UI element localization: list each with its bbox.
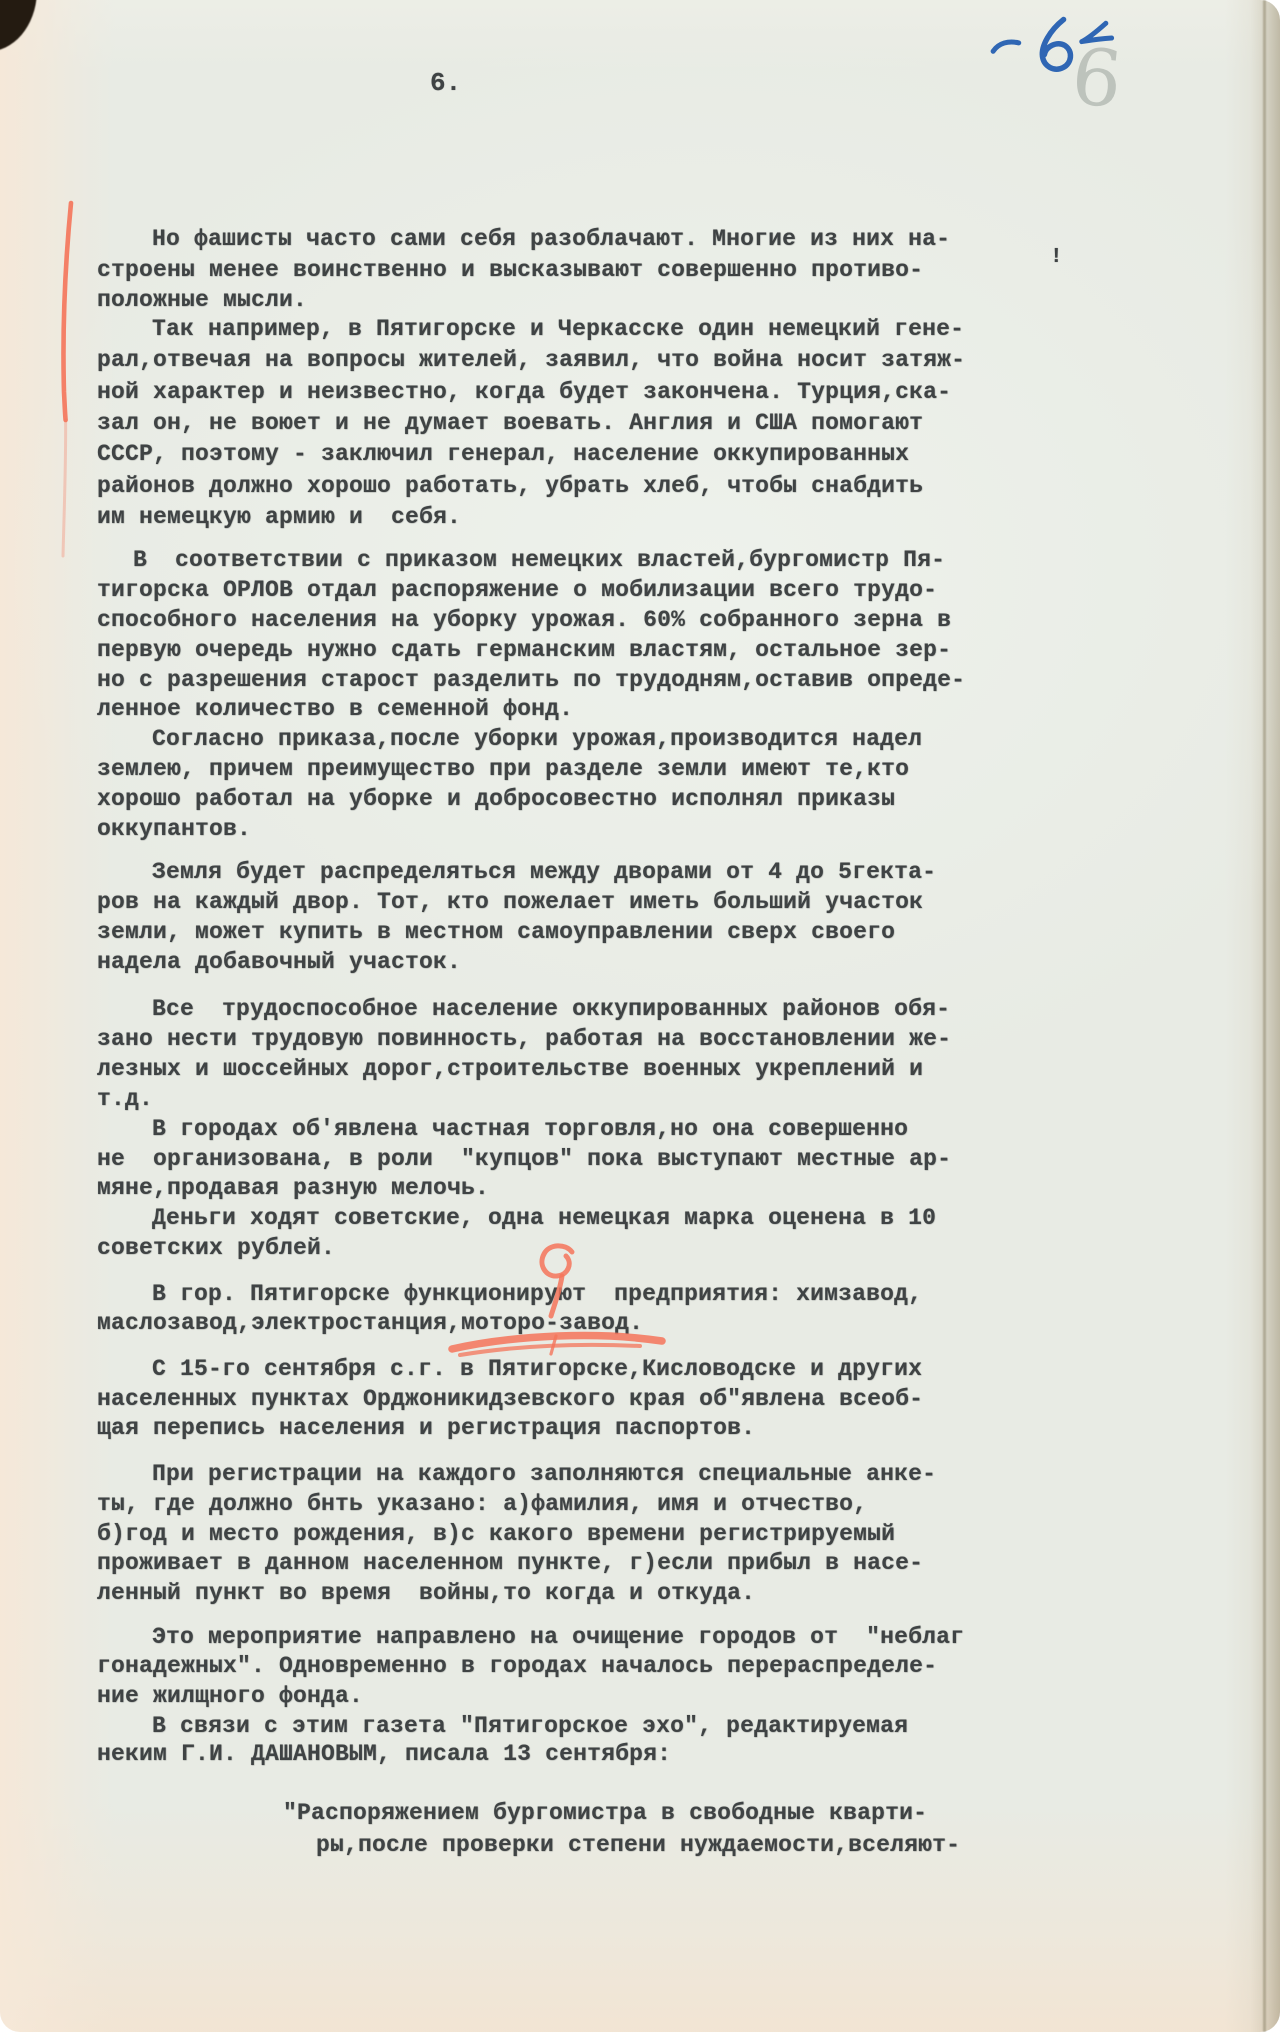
text-line: б)год и место рождения, в)с какого времени регистрируемый (97, 1521, 896, 1547)
text-line: В соответствии с приказом немецких властей,бургомистр Пя- (133, 547, 946, 573)
text-line: земли, может купить в местном самоуправлении сверх своего (97, 919, 896, 945)
pencil-page-number: 6 (1067, 31, 1127, 127)
text-line: хорошо работал на уборке и добросовестно исполнял приказы (97, 786, 896, 812)
text-line: надела добавочный участок. (97, 949, 462, 975)
text-line: зал он, не воюет и не думает воевать. Англия и США помогают (97, 410, 924, 436)
text-line: гонадежных". Одновременно в городах началось перераспределе- (97, 1653, 938, 1679)
text-line: ленный пункт во время войны,то когда и откуда. (97, 1580, 756, 1606)
typed-page-number: 6. (430, 68, 462, 98)
red-question-loop (542, 1246, 572, 1276)
text-line: ров на каждый двор. Тот, кто пожелает иметь больший участок (97, 889, 924, 915)
red-underline (452, 1336, 662, 1349)
text-line: ной характер и неизвестно, когда будет закончена. Турция,ска- (97, 379, 952, 405)
text-line: ры,после проверки степени нуждаемости,вселяют- (316, 1832, 961, 1858)
text-line: В гор. Пятигорске функционируют предприятия: химзавод, (152, 1281, 923, 1307)
corner-tear-artifact (0, 0, 37, 53)
text-line: зано нести трудовую повинность, работая на восстановлении же- (97, 1026, 952, 1052)
margin-exclamation-mark: ! (1050, 246, 1063, 269)
text-line: тигорска ОРЛОВ отдал распоряжение о мобилизации всего трудо- (97, 577, 938, 603)
text-line: рал,отвечая на вопросы жителей, заявил, что война носит затяж- (97, 347, 966, 373)
text-line: т.д. (97, 1086, 154, 1112)
text-line: лезных и шоссейных дорог,строительстве военных укреплений и (97, 1056, 924, 1082)
text-line: неким Г.И. ДАШАНОВЫМ, писала 13 сентября: (97, 1741, 672, 1767)
text-line: строены менее воинственно и высказывают совершенно противо- (97, 257, 924, 283)
text-line: но с разрешения старост разделить по трудодням,оставив опреде- (97, 667, 966, 693)
text-line: щая перепись населения и регистрация паспортов. (97, 1415, 756, 1441)
text-line: им немецкую армию и себя. (97, 504, 462, 530)
text-line: В городах об'явлена частная торговля,но она совершенно (152, 1116, 909, 1142)
text-line: проживает в данном населенном пункте, г)если прибыл в насе- (97, 1550, 924, 1576)
text-line: землею, причем преимущество при разделе земли имеют те,кто (97, 756, 910, 782)
text-line: районов должно хорошо работать, убрать хлеб, чтобы снабдить (97, 473, 924, 499)
text-line: При регистрации на каждого заполняются специальные анке- (152, 1461, 937, 1487)
text-line: не организована, в роли "купцов" пока выступают местные ар- (97, 1146, 952, 1172)
text-line: положные мысли. (97, 287, 308, 313)
text-line: ленное количество в семенной фонд. (97, 696, 574, 722)
text-line: советских рублей. (97, 1235, 336, 1261)
blue-digit-six (1041, 19, 1072, 70)
red-margin-line-tail (63, 420, 66, 556)
text-line: ние жилщного фонда. (97, 1683, 364, 1709)
text-line: населенных пунктах Орджоникидзевского края об"явлена всеоб- (97, 1386, 924, 1412)
text-line: Но фашисты часто сами себя разоблачают. Многие из них на- (152, 226, 951, 252)
text-line: Земля будет распределяться между дворами от 4 до 5гекта- (152, 859, 937, 885)
text-line: Это мероприятие направлено на очищение городов от "неблаг (152, 1624, 965, 1650)
text-line: способного населения на уборку урожая. 60% собранного зерна в (97, 607, 952, 633)
text-line: Согласно приказа,после уборки урожая,производится надел (152, 726, 923, 752)
text-line: С 15-го сентября с.г. в Пятигорске,Кисловодске и других (152, 1356, 923, 1382)
scan-edge-shadow (1263, 0, 1266, 2032)
red-underline-tick (551, 1336, 556, 1354)
red-underline-second-stroke (460, 1345, 640, 1355)
red-margin-line (63, 203, 71, 420)
text-line: Все трудоспособное население оккупированных районов обя- (152, 996, 951, 1022)
text-line: маслозавод,электростанция,моторо-завод. (97, 1310, 644, 1336)
text-line: первую очередь нужно сдать германским властям, остальное зер- (97, 637, 952, 663)
text-line: ты, где должно бнть указано: а)фамилия, имя и отчество, (97, 1491, 868, 1517)
text-line: оккупантов. (97, 816, 252, 842)
text-line: СССР, поэтому - заключил генерал, население оккупированных (97, 441, 910, 467)
blue-dash-left (993, 42, 1019, 52)
text-line: В связи с этим газета "Пятигорское эхо", редактируемая (152, 1713, 909, 1739)
text-line: Деньги ходят советские, одна немецкая марка оценена в 10 (152, 1205, 937, 1231)
text-line: Так например, в Пятигорске и Черкасске один немецкий гене- (152, 316, 965, 342)
text-line: "Распоряжением бургомистра в свободные кварти- (283, 1800, 928, 1826)
text-line: мяне,продавая разную мелочь. (97, 1175, 490, 1201)
